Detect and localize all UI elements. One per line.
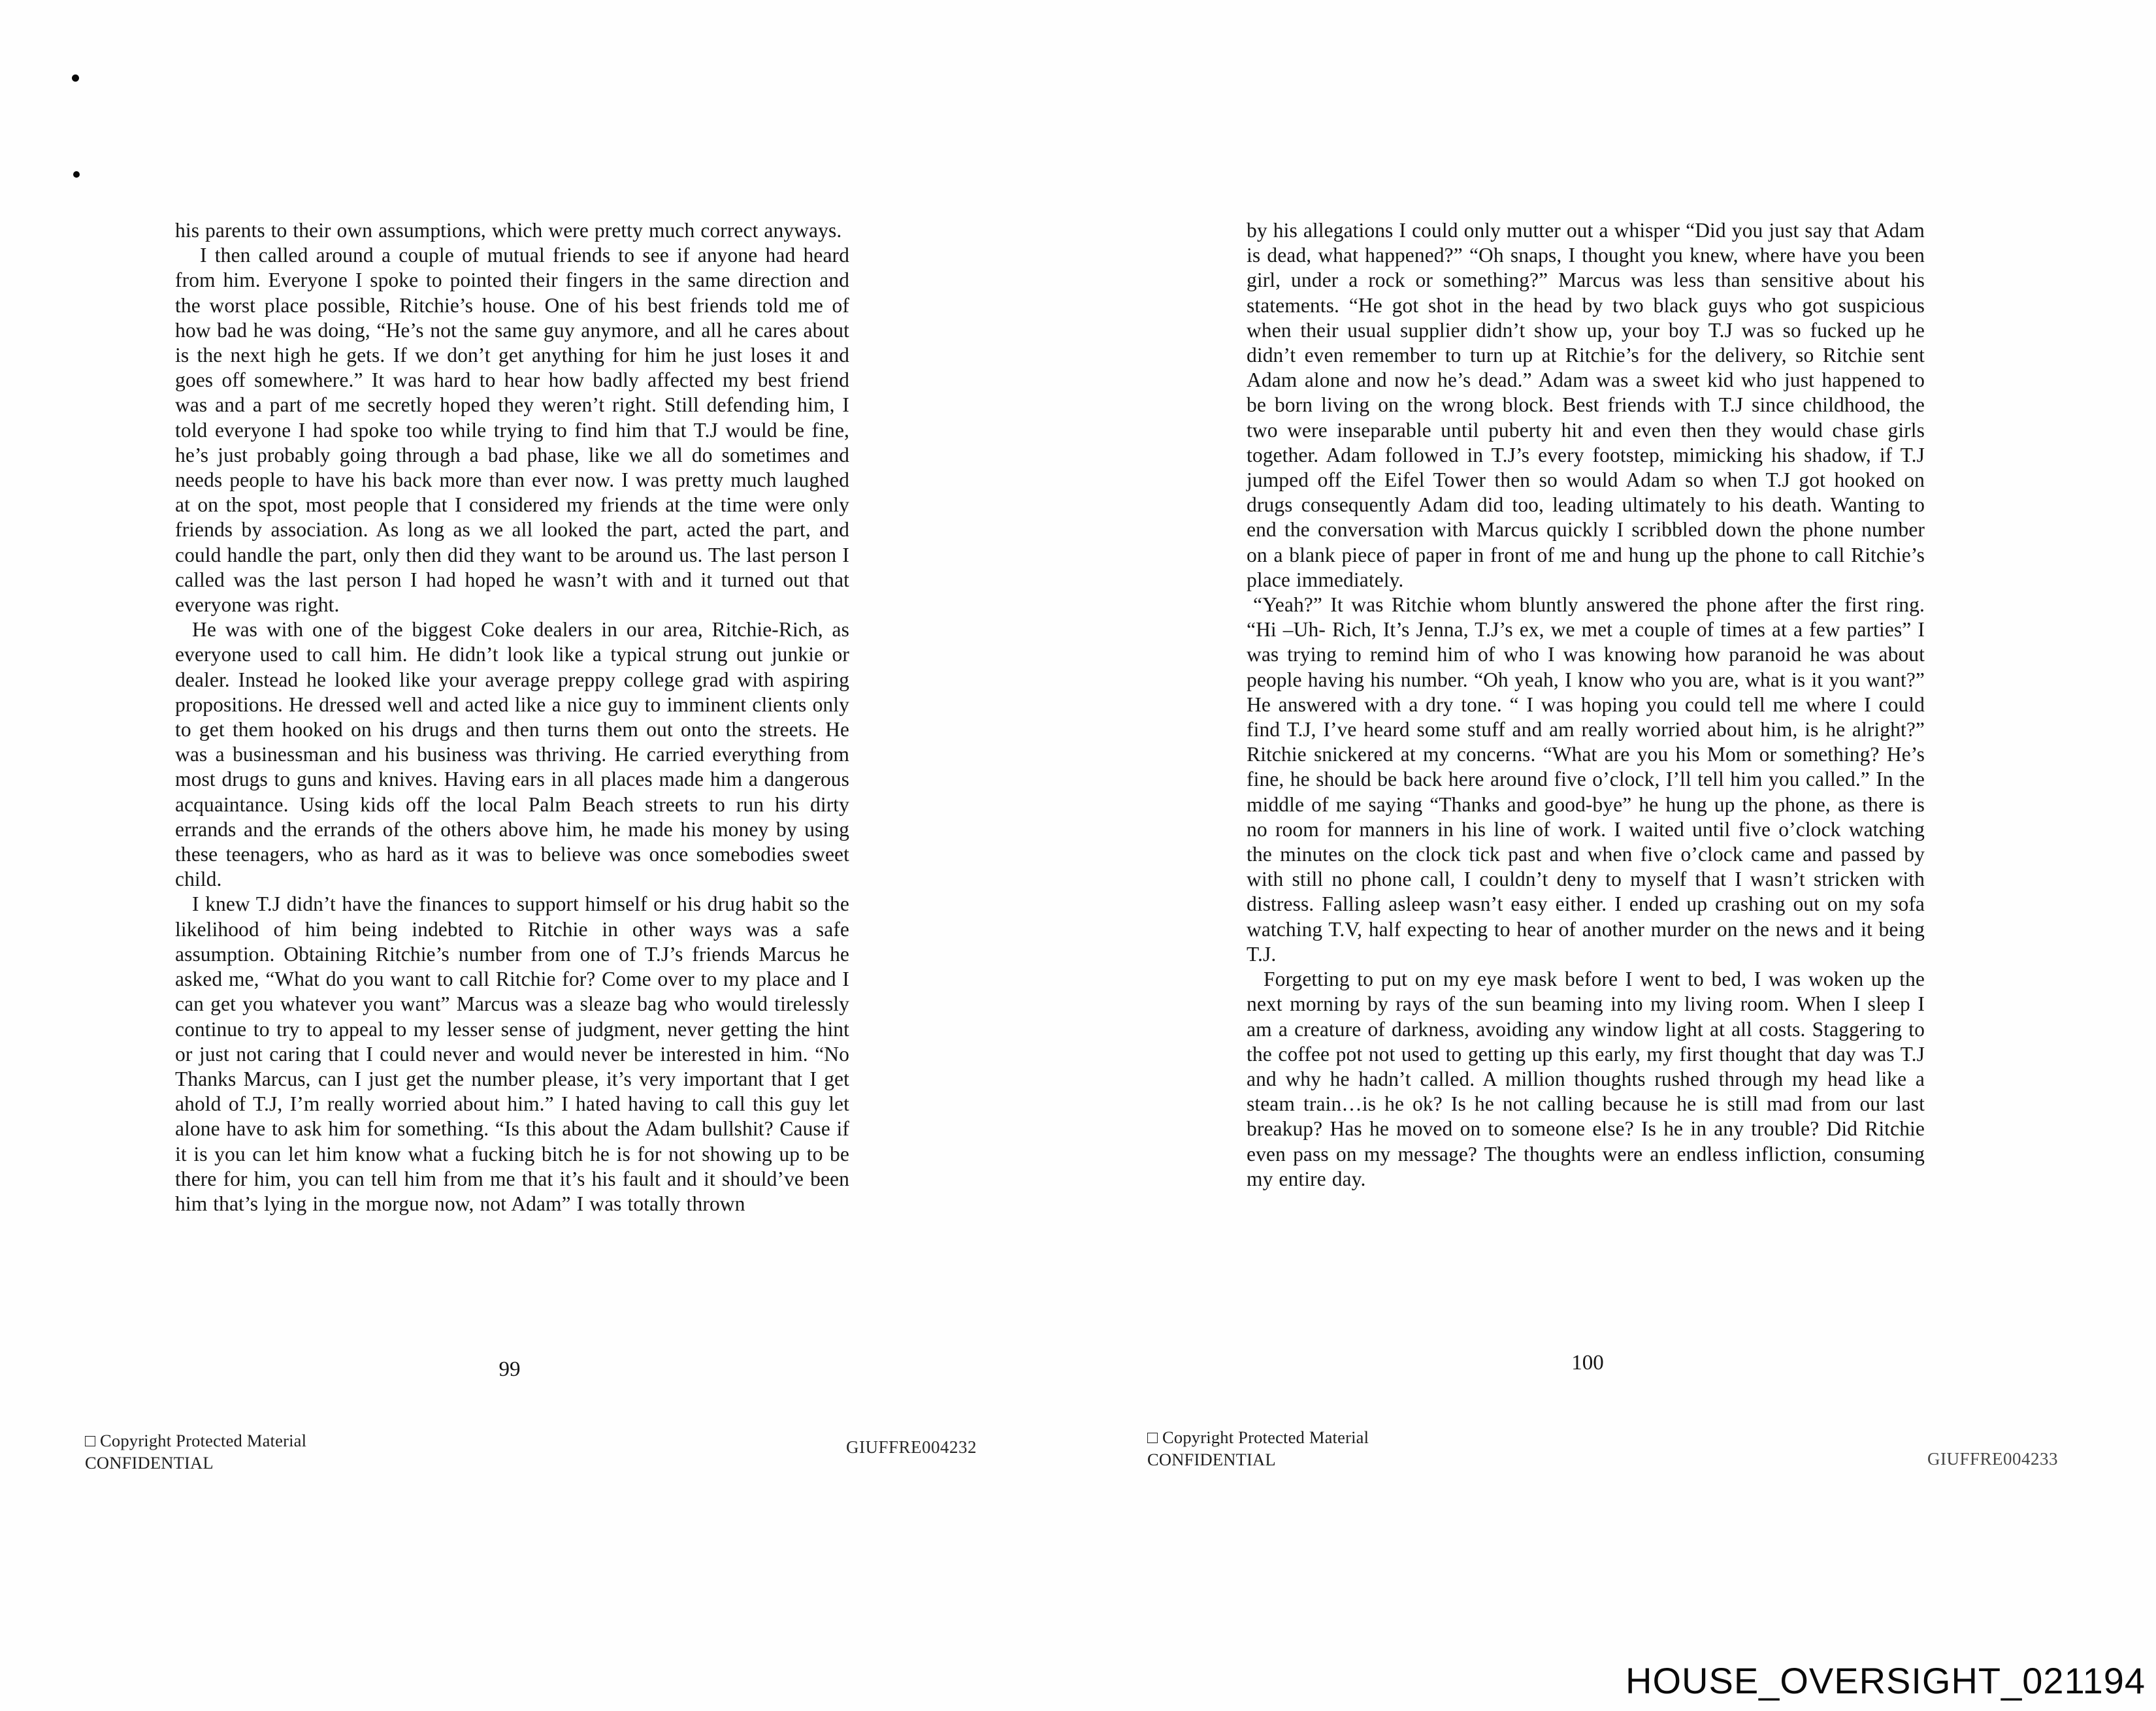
page-100-text-column bbox=[1247, 218, 1925, 1192]
page-number: 100 bbox=[1571, 1351, 1604, 1375]
paragraph: I knew T.J didn’t have the finances to support himself or his drug habit so the likelihood of him being indebted to Ritchie in other ways was a safe assumption. Obtaining Ritchie’s number from one of T.J’s friends Marcus he asked me, “What do you want to call Ritchie for? Come over to my place and I can get you whatever you want” Marcus was a sleaze bag who would tirelessly continue to try to appeal to my lesser sense of judgment, never getting the hint or just not caring that I could never and would never be interested in him. “No Thanks Marcus, can I just get the number please, it’s very important that I get ahold of T.J, I’m really worried about him.” I hated having to call this guy let alone have to ask him for something. “Is this about the Adam bullshit? Cause if it is you can let him know what a fucking bitch he is for not showing up to be there for him, you can tell him from me that it’s his fault and it should’ve been him that’s lying in the morgue now, not Adam” I was totally thrown bbox=[175, 892, 849, 1215]
scan-speck bbox=[73, 171, 80, 178]
paragraph: “Yeah?” It was Ritchie whom bluntly answered the phone after the first ring. “Hi –Uh- Rich, It’s Jenna, T.J’s ex, we met a couple of times at a few parties” I was trying to remind him of who I was knowing how paranoid he was about people having his number. “Oh yeah, I know who you are, what is it you want?” He answered with a dry tone. “ I was hoping you could tell me where I could find T.J, I’ve heard some stuff and am really worried about him, is he alright?” Ritchie snickered at my concerns. “What are you his Mom or something? He’s fine, he should be back here around five o’clock, I’ll tell him you called.” In the middle of me saying “Thanks and good-bye” he hung up the phone, as there is no room for manners in his line of work. I waited until five o’clock watching the minutes on the clock tick past and when five o’clock came and passed by with still no phone call, I couldn’t deny to myself that I wasn’t stricken with distress. Falling asleep wasn’t easy either. I ended up crashing out on my sofa watching T.V, half expecting to hear of another murder on the news and it being T.J. bbox=[1247, 593, 1925, 966]
paragraph: I then called around a couple of mutual friends to see if anyone had heard from him. Everyone I spoke to pointed their fingers in the same direction and the worst place possible, Ritchie’s house. One of his best friends told me of how bad he was doing, “He’s not the same guy anymore, and all he cares about is the next high he gets. If we don’t get anything for him he just loses it and goes off somewhere.” It was hard to hear how badly affected my best friend was and a part of me secretly hoped they weren’t right. Still defending him, I told everyone I had spoke too while trying to find him that T.J would be fine, he’s just probably going through a bad phase, like we all do sometimes and needs people to have his back more than ever now. I was pretty much laughed at on the spot, most people that I considered my friends at the time were only friends by association. As long as we all looked the part, acted the part, and could handle the part, only then did they want to be around us. The last person I called was the last person I had hoped he wasn’t with and it turned out that everyone was right. bbox=[175, 244, 849, 617]
footer-copyright: □ Copyright Protected Material bbox=[85, 1431, 307, 1450]
house-oversight-stamp: HOUSE_OVERSIGHT_021194 bbox=[1625, 1660, 2146, 1701]
bates-number: GIUFFRE004233 bbox=[1927, 1449, 2059, 1469]
bates-number: GIUFFRE004232 bbox=[846, 1437, 977, 1457]
footer-copyright: □ Copyright Protected Material bbox=[1147, 1427, 1369, 1447]
paragraph: his parents to their own assumptions, which were pretty much correct anyways. bbox=[175, 219, 842, 242]
footer-left bbox=[85, 1429, 306, 1474]
footer-confidential: CONFIDENTIAL bbox=[85, 1453, 214, 1473]
scan-speck bbox=[72, 74, 79, 82]
page-99-text-column bbox=[175, 218, 849, 1216]
footer-right bbox=[1147, 1426, 1369, 1471]
paragraph: Forgetting to put on my eye mask before I went to bed, I was woken up the next morning by rays of the sun beaming into my living room. When I sleep I am a creature of darkness, avoiding any window light at all costs. Staggering to the coffee pot not used to getting up this early, my first thought that day was T.J and why he hadn’t called. A million thoughts rushed through my head like a steam train…is he ok? Is he not calling because he is still mad from our last breakup? Has he moved on to someone else? Is he in any trouble? Did Ritchie even pass on my message? The thoughts were an endless infliction, consuming my entire day. bbox=[1247, 968, 1925, 1190]
page-number: 99 bbox=[498, 1358, 521, 1381]
footer-confidential: CONFIDENTIAL bbox=[1147, 1450, 1276, 1469]
paragraph: by his allegations I could only mutter out a whisper “Did you just say that Adam is dead, what happened?” “Oh snaps, I thought you knew, where have you been girl, under a rock or something?” Marcus was less than sensitive about his statements. “He got shot in the head by two black guys who got suspicious when their usual supplier didn’t show up, your boy T.J was so fucked up he didn’t even remember to turn up at Ritchie’s for the delivery, so Ritchie sent Adam alone and now he’s dead.” Adam was a sweet kid who just happened to be born living on the wrong block. Best friends with T.J since childhood, the two were inseparable until puberty hit and even then they would chase girls together. Adam followed in T.J’s every footstep, mimicking his shadow, if T.J jumped off the Eifel Tower then so would Adam so when T.J got hooked on drugs consequently Adam did too, leading ultimately to his death. Wanting to end the conversation with Marcus quickly I scribbled down the phone number on a blank piece of paper in front of me and hung up the phone to call Ritchie’s place immediately. bbox=[1247, 219, 1925, 591]
paragraph: He was with one of the biggest Coke dealers in our area, Ritchie-Rich, as everyone used to call him. He didn’t look like a typical strung out junkie or dealer. Instead he looked like your average preppy college grad with aspiring propositions. He dressed well and acted like a nice guy to imminent clients only to get them hooked on his drugs and then turns them out onto the streets. He was a businessman and his business was thriving. He carried everything from most drugs to guns and knives. Having ears in all places made him a dangerous acquaintance. Using kids off the local Palm Beach streets to run his dirty errands and the errands of the others above him, he made his money by using these teenagers, who as hard as it was to believe was once somebodies sweet child. bbox=[175, 618, 849, 891]
